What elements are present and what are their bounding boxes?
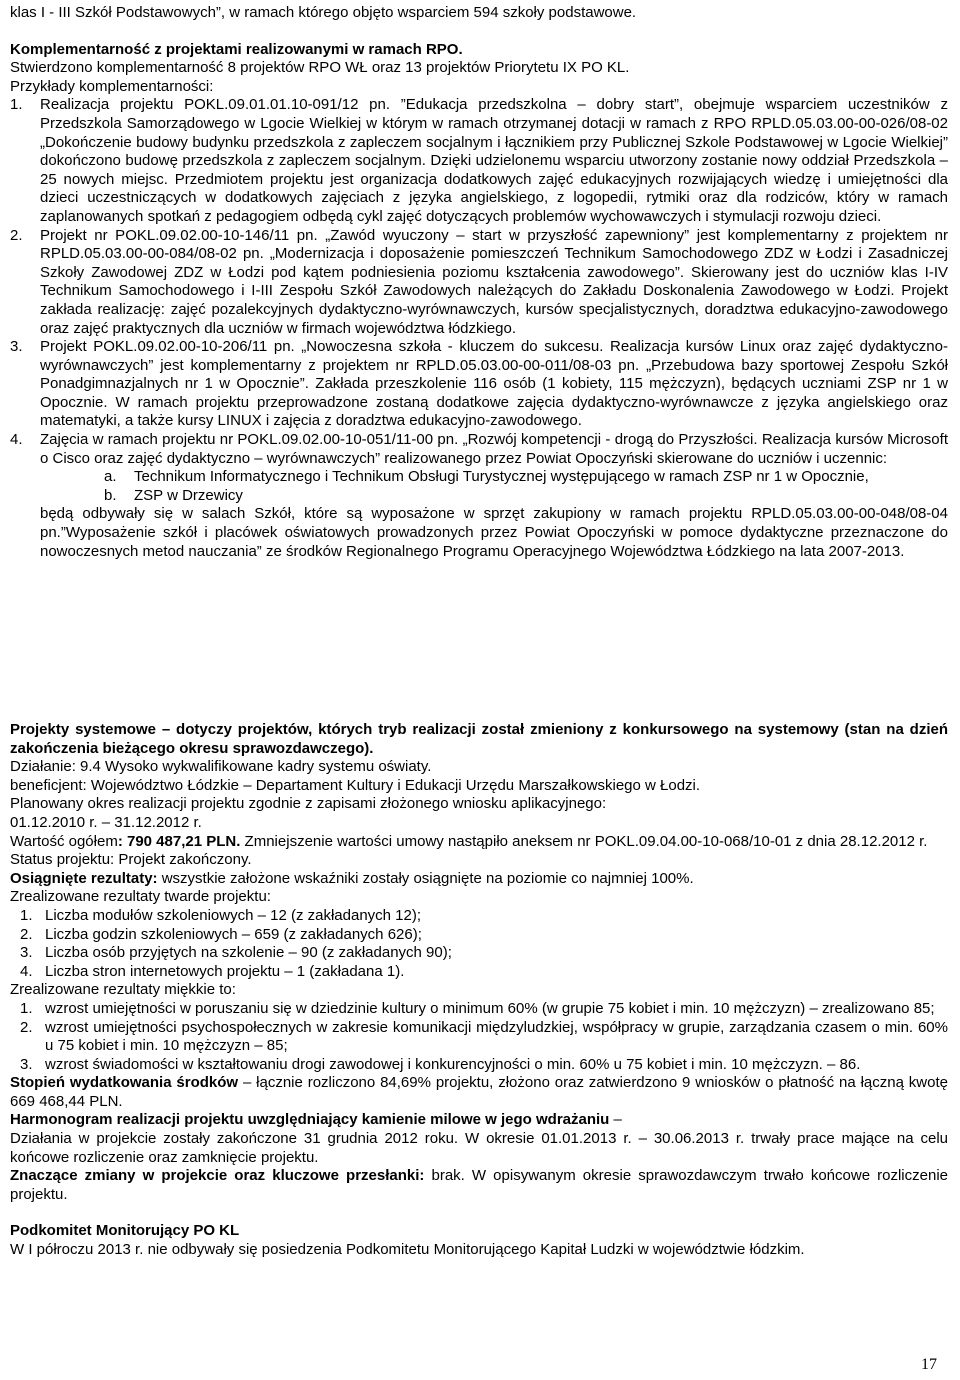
sub-list-item-text: Technikum Informatycznego i Technikum Obsługi Turystycznej występującego w ramach ZSP nr 1 w Opocznie, [134,468,869,486]
list-number: 1. [10,96,23,114]
list-item-text: wzrost umiejętności w poruszaniu się w dziedzinie kultury o minimum 60% (w grupie 75 kobiet i min. 10 mężczyzn) – zrealizowano 85; [45,999,935,1017]
section-heading: Komplementarność z projektami realizowanymi w ramach RPO. [10,40,463,58]
list-number: 4. [20,962,33,980]
inline-label: Stopień wydatkowania środków [10,1074,239,1092]
paragraph-text: W I półroczu 2013 r. nie odbywały się posiedzenia Podkomitetu Monitorującego Kapitał Ludzki w województwie łódzkim. [10,1241,805,1259]
page-number: 17 [921,1356,937,1373]
inline-label: Osiągnięte rezultaty: [10,869,158,887]
sub-list-item [10,487,948,506]
list-item [10,944,948,963]
list-item [10,1056,948,1075]
list-number: 2. [10,226,23,244]
list-item-continuation: będą odbywały się w salach Szkół, które są wyposażone w sprzęt zakupiony w ramach projektu RPLD.05.03.00-00-048/08-04 pn.”Wyposażenie szkół i placówek oświatowych prowadzonych przez Powiat Opoczyński w pomoce dydaktyczne przeznaczone do nowoczesnych metod nauczania” ze środków Regionalnego Programu Operacyjnego Województwa Łódzkiego na lata 2007-2013. [40,505,948,560]
text-run: – [609,1111,622,1129]
list-item [10,1019,948,1056]
list-number: 2. [20,925,33,943]
project-value: : 790 487,21 PLN. [117,832,241,850]
paragraph-text: Zrealizowane rezultaty twarde projektu: [10,888,271,906]
list-number: 1. [20,999,33,1017]
list-item-text: wzrost świadomości w kształtowaniu drogi zawodowej i konkurencyjności o min. 60% u 75 kobiet i min. 10 mężczyzn. – 86. [45,1055,861,1073]
paragraph-text: Stwierdzono komplementarność 8 projektów RPO WŁ oraz 13 projektów Priorytetu IX PO KL. [10,59,630,77]
list-number: 3. [20,1055,33,1073]
paragraph-text: Działania w projekcie zostały zakończone 31 grudnia 2012 roku. W okresie 01.01.2013 r. – 30.06.2013 r. trwały prace mające na celu końcowe rozliczenie oraz zamknięcie projektu. [10,1130,948,1166]
text-run: brak. W opisywanym okresie sprawozdawczym trwało końcowe rozliczenie projektu. [10,1167,948,1203]
paragraph-text: Przykłady komplementarności: [10,77,214,95]
list-item [10,431,948,468]
list-item [10,907,948,926]
paragraph-text: Planowany okres realizacji projektu zgodnie z zapisami złożonego wniosku aplikacyjnego: [10,795,607,813]
text-run: wszystkie założone wskaźniki zostały osiągnięte na poziomie co najmniej 100%. [157,869,694,887]
list-item [10,1000,948,1019]
subsection-heading: Podkomitet Monitorujący PO KL [10,1222,240,1240]
section-heading: Projekty systemowe – dotyczy projektów, których tryb realizacji został zmieniony z konkursowego na systemowy (stan na dzień zakończenia bieżącego okresu sprawozdawczego). [10,721,948,757]
list-item-text: wzrost umiejętności psychospołecznych w zakresie komunikacji międzyludzkiej, współpracy w grupie, zarządzania czasem o min. 60% u 75 kobiet i min. 10 mężczyzn – 85; [45,1018,948,1055]
list-item-text: Projekt POKL.09.02.00-10-206/11 pn. „Nowoczesna szkoła - kluczem do sukcesu. Realizacja kursów Linux oraz zajęć dydaktyczno-wyrównawczych” jest komplementarny z projektem nr RPLD.05.03.00-00-011/08-03 pn. „Przebudowa bazy sportowej Zespołu Szkół Ponadgimnazjalnych nr 1 w Opocznie”. Zakłada przeszkolenie 116 osób (1 kobiety, 115 mężczyzn), będących uczniami ZSP nr 1 w Opocznie. W ramach projektu przeprowadzone zostaną dodatkowe zajęcia dydaktyczno-wyrównawcze z języka angielskiego oraz matematyki, a także kursy LINUX i zajęcia z doradztwa edukacyjno-zawodowego. [40,338,948,430]
list-item-text: Liczba osób przyjętych na szkolenie – 90 (z zakładanych 90); [45,944,452,962]
text-run: Wartość ogółem [10,832,118,850]
section-systemic-projects [10,721,948,1260]
project-value-paragraph [10,833,948,852]
paragraph-text: Zrealizowane rezultaty miękkie to: [10,981,236,999]
sub-list-letter: a. [104,468,117,486]
sub-list-letter: b. [104,486,117,504]
list-item [10,227,948,339]
paragraph-text: Działanie: 9.4 Wysoko wykwalifikowane kadry systemu oświaty. [10,758,432,776]
list-item-text: Projekt nr POKL.09.02.00-10-146/11 pn. „Zawód wyuczony – start w przyszłość zapewniony” jest komplementarny z projektem nr RPLD.05.03.00-00-084/08-02 pn. „Modernizacja i doposażenie pomieszczeń Technikum Samochodowego ZDZ w Łodzi i Zasadniczej Szkoły Zawodowej ZDZ w Łodzi pod kątem podniesienia poziomu kształcenia zawodowego”. Skierowany jest do uczniów klas I-IV Technikum Samochodowego i I-III Zespołu Szkół Zawodowych należących do Zakładu Doskonalenia Zawodowego w Łodzi. Projekt zakłada realizację: zajęć pozalekcyjnych dydaktyczno-wyrównawczych, kursów specjalistycznych, doradztwa edukacyjno-zawodowego oraz zajęć praktycznych dla uczniów w firmach województwa łódzkiego. [40,226,948,337]
list-number: 3. [10,338,23,356]
sub-list-item [10,468,948,487]
list-number: 2. [20,1018,33,1036]
list-item [10,338,948,431]
list-number: 3. [20,944,33,962]
paragraph-text: beneficjent: Województwo Łódzkie – Departament Kultury i Edukacji Urzędu Marszałkowskiego w Łodzi. [10,776,701,794]
list-item-text: Liczba stron internetowych projektu – 1 (zakładana 1). [45,962,405,980]
paragraph-text: Status projektu: Projekt zakończony. [10,851,252,869]
list-item-text: Liczba modułów szkoleniowych – 12 (z zakładanych 12); [45,906,422,924]
list-item-text: Liczba godzin szkoleniowych – 659 (z zakładanych 626); [45,925,422,943]
list-item-text: Realizacja projektu POKL.09.01.01.10-091/12 pn. ”Edukacja przedszkolna – dobry start”, obejmuje wsparciem uczestników z Przedszkola Samorządowego w Lgocie Wielkiej w którym w ramach otrzymanej dotacji w ramach z RPO RPLD.05.03.00-00-026/08-02 „Dokończenie budowy budynku przedszkola z zapleczem socjalnym i łącznikiem przy Publicznej Szkole Podstawowej w Lgocie Wielkiej” dokończono budowę przedszkola z zapleczem socjalnym. Dzięki udzielonemu wsparciu utworzony zostanie nowy oddział Przedszkola – 25 nowych miejsc. Przedmiotem projektu jest organizacja dodatkowych zajęć edukacyjnych rozwijających wiedzę i umiejętności dla dzieci uczestniczących w dodatkowych zajęciach z języka angielskiego, z logopedii, rytmiki oraz dla rodziców, który w ramach zaplanowanych spotkań z pedagogiem odbędą cykl zajęć dotyczących problemów wychowawczych i stymulacji rozwoju dzieci. [40,96,948,225]
list-item [10,963,948,982]
intro-line: klas I - III Szkół Podstawowych”, w ramach którego objęto wsparciem 594 szkoły podstawowe. [10,4,637,21]
inline-label: Harmonogram realizacji projektu uwzględniający kamienie milowe w jego wdrażaniu [10,1111,610,1129]
results-paragraph [10,870,948,889]
list-item [10,96,948,226]
list-item [10,926,948,945]
schedule-heading [10,1111,948,1130]
list-number: 1. [20,906,33,924]
section-complementarity [10,4,948,561]
spending-paragraph [10,1074,948,1111]
sub-list-item-text: ZSP w Drzewicy [134,486,243,504]
list-number: 4. [10,431,23,449]
list-item-text: Zajęcia w ramach projektu nr POKL.09.02.00-10-051/11-00 pn. „Rozwój kompetencji - drogą do Przyszłości. Realizacja kursów Microsoft o Cisco oraz zajęć dydaktyczno – wyrównawczych” realizowanego przez Powiat Opoczyński skierowane do uczniów i uczennic: [40,431,948,467]
paragraph-text: 01.12.2010 r. – 31.12.2012 r. [10,813,202,831]
inline-label: Znaczące zmiany w projekcie oraz kluczowe przesłanki: [10,1167,425,1185]
text-run: – łącznie rozliczono 84,69% projektu, złożono oraz zatwierdzono 9 wniosków o płatność na łączną kwotę 669 468,44 PLN. [10,1074,948,1110]
text-run: Zmniejszenie wartości umowy nastąpiło aneksem nr POKL.09.04.00-10-068/10-01 z dnia 28.12.2012 r. [240,832,928,850]
changes-paragraph [10,1167,948,1204]
